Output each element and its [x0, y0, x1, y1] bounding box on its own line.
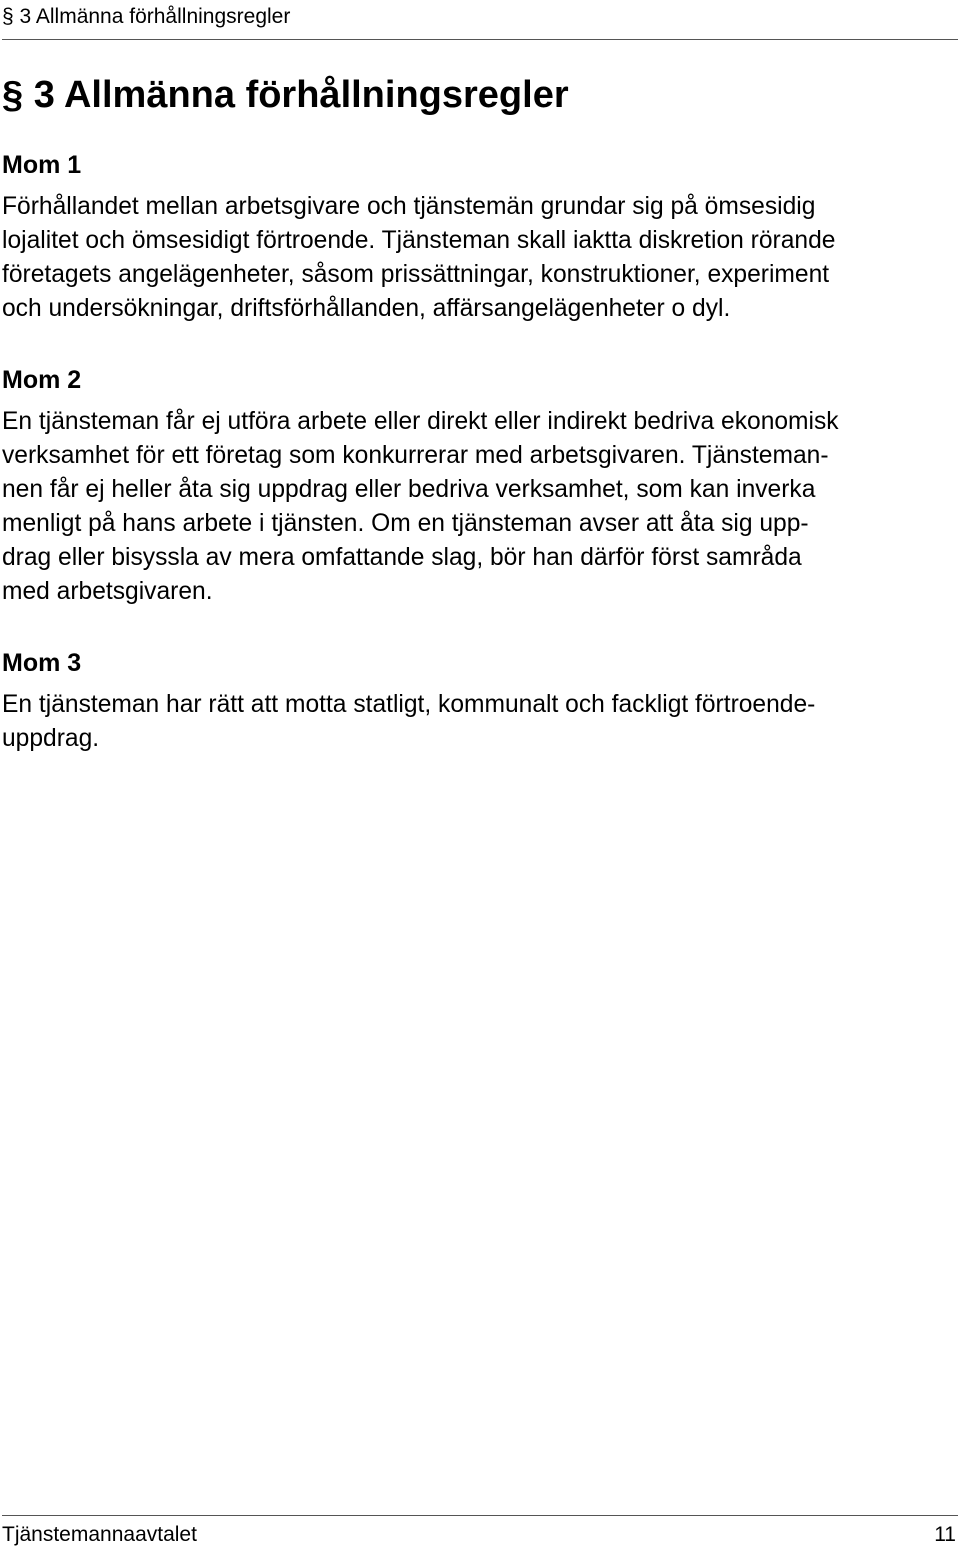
mom-2-section: [2, 365, 954, 609]
mom-1-section: [2, 150, 954, 326]
mom-1-paragraph: Förhållandet mellan arbetsgivare och tjänstemän grundar sig på ömsesidig lojalitet och ömsesidigt förtroende. Tjänsteman skall iaktta diskretion rörande företagets angelägenheter, såsom prissättningar, konstruktioner, experiment och undersökningar, driftsförhållanden, affärsangelägenheter o dyl.: [2, 193, 836, 322]
running-footer: [2, 1515, 958, 1553]
mom-2-heading: Mom 2: [2, 366, 82, 394]
page-number: 11: [934, 1523, 956, 1546]
mom-2-paragraph: En tjänsteman får ej utföra arbete eller direkt eller indirekt bedriva ekonomisk verksamhet för ett företag som konkurrerar med arbetsgivaren. Tjänsteman- nen får ej heller åta sig uppdrag eller bedriva verksamhet, som kan inverka menligt på hans arbete i tjänsten. Om en tjänsteman avser att åta sig upp- drag eller bisyssla av mera omfattande slag, bör han därför först samråda med arbetsgivaren.: [2, 408, 839, 605]
mom-3-paragraph: En tjänsteman har rätt att motta statligt, kommunalt och fackligt förtroende- uppdrag.: [2, 691, 816, 752]
mom-3-section: [2, 648, 954, 756]
mom-1-heading: Mom 1: [2, 151, 82, 179]
section-title: § 3 Allmänna förhållningsregler: [2, 74, 569, 116]
running-header-title: § 3 Allmänna förhållningsregler: [2, 5, 291, 28]
footer-document-name: Tjänstemannaavtalet: [2, 1523, 197, 1546]
mom-3-heading: Mom 3: [2, 649, 82, 677]
running-header: [2, 2, 958, 40]
